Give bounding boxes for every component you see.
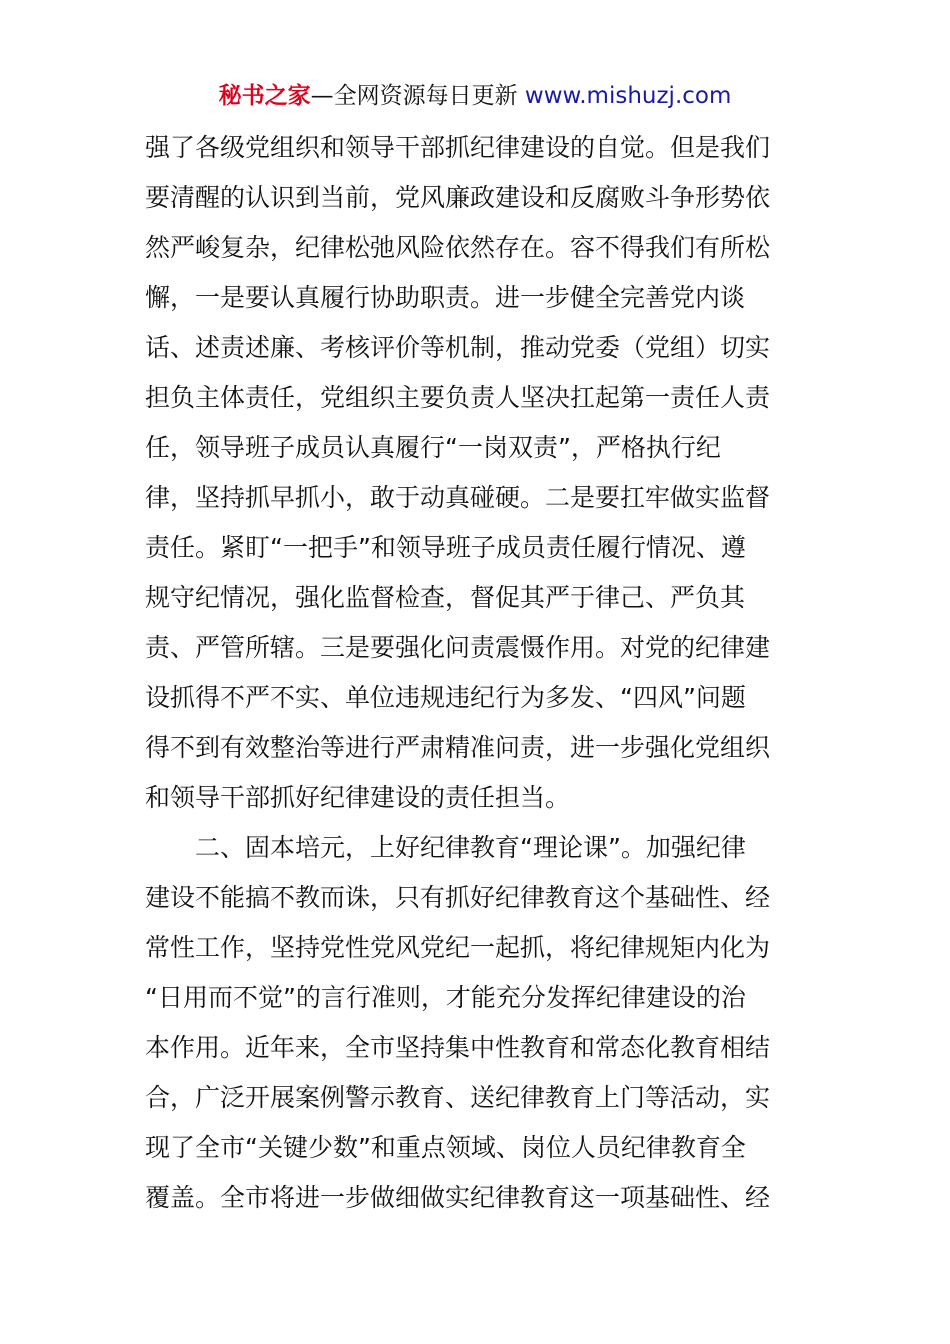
header-brand: 秘书之家 xyxy=(218,83,311,109)
text-line: 律，坚持抓早抓小，敢于动真碰硬。二是要扛牢做实监督 xyxy=(145,483,771,512)
text-line: 得不到有效整治等进行严肃精准问责，进一步强化党组织 xyxy=(145,733,771,762)
text-line: 话、述责述廉、考核评价等机制，推动党委（党组）切实 xyxy=(145,333,771,362)
text-line: 责任。紧盯“一把手”和领导班子成员责任履行情况、遵 xyxy=(145,533,746,562)
text-line: 任，领导班子成员认真履行“一岗双责”，严格执行纪 xyxy=(145,433,721,462)
text-line: 懈，一是要认真履行协助职责。进一步健全完善党内谈 xyxy=(145,283,746,312)
section-heading-line: 二、固本培元，上好纪律教育“理论课”。加强纪律 xyxy=(195,833,746,862)
text-line: 现了全市“关键少数”和重点领域、岗位人员纪律教育全 xyxy=(145,1133,746,1162)
text-line: 然严峻复杂，纪律松弛风险依然存在。容不得我们有所松 xyxy=(145,233,771,262)
text-line: 建设不能搞不教而诛，只有抓好纪律教育这个基础性、经 xyxy=(145,883,771,912)
text-line: 和领导干部抓好纪律建设的责任担当。 xyxy=(145,783,571,812)
text-line: 规守纪情况，强化监督检查，督促其严于律己、严负其 xyxy=(145,583,746,612)
document-body xyxy=(145,123,825,1223)
text-line: 强了各级党组织和领导干部抓纪律建设的自觉。但是我们 xyxy=(145,133,771,162)
text-line: 合，广泛开展案例警示教育、送纪律教育上门等活动，实 xyxy=(145,1083,771,1112)
text-line: 责、严管所辖。三是要强化问责震慑作用。对党的纪律建 xyxy=(145,633,771,662)
text-line: 覆盖。全市将进一步做细做实纪律教育这一项基础性、经 xyxy=(145,1183,771,1212)
page-header xyxy=(0,80,950,112)
text-line: 本作用。近年来，全市坚持集中性教育和常态化教育相结 xyxy=(145,1033,771,1062)
header-tagline: —全网资源每日更新 xyxy=(310,83,525,109)
text-line: 常性工作，坚持党性党风党纪一起抓，将纪律规矩内化为 xyxy=(145,933,771,962)
text-line: 要清醒的认识到当前，党风廉政建设和反腐败斗争形势依 xyxy=(145,183,771,212)
header-url-link[interactable]: www.mishuzj.com xyxy=(524,83,732,109)
text-line: 设抓得不严不实、单位违规违纪行为多发、“四风”问题 xyxy=(145,683,746,712)
text-line: “日用而不觉”的言行准则，才能充分发挥纪律建设的治 xyxy=(145,983,746,1012)
text-line: 担负主体责任，党组织主要负责人坚决扛起第一责任人责 xyxy=(145,383,771,412)
